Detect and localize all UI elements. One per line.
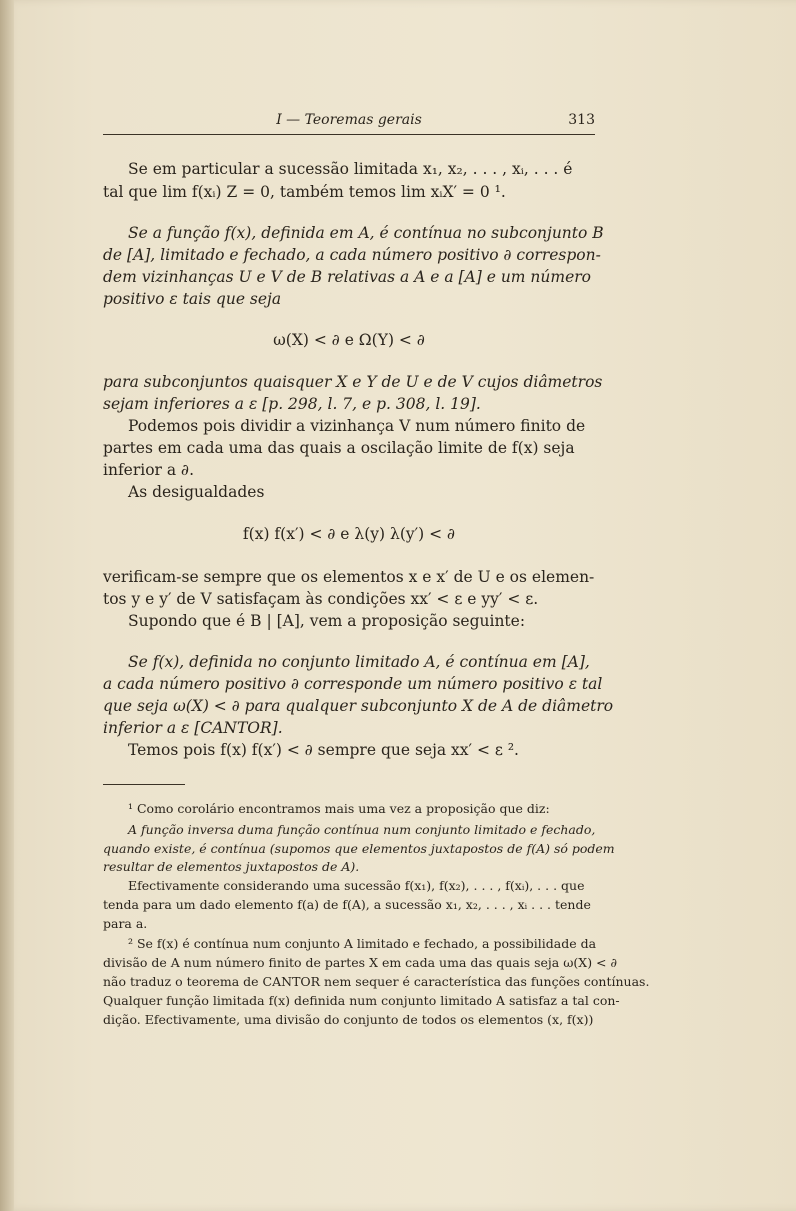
footnote-line: não traduz o teorema de CANTOR nem sequer é característica das funções contínuas. bbox=[103, 974, 650, 989]
body-line: Se em particular a sucessão limitada x₁, x₂, . . . , xᵢ, . . . é bbox=[128, 160, 573, 178]
footnote-line: resultar de elementos juxtapostos de A). bbox=[103, 859, 360, 874]
running-header bbox=[103, 112, 595, 135]
theorem-line: de [A], limitado e fechado, a cada número positivo ∂ correspon- bbox=[103, 246, 601, 264]
footnote-line: tenda para um dado elemento f(a) de f(A), a sucessão x₁, x₂, . . . , xᵢ . . . tende bbox=[103, 897, 591, 912]
theorem-line: inferior a ε [CANTOR]. bbox=[103, 719, 283, 737]
display-formula: ω(X) < ∂ e Ω(Y) < ∂ bbox=[273, 331, 425, 349]
body-line: Temos pois f(x) f(x′) < ∂ sempre que seja xx′ < ε ². bbox=[128, 741, 519, 759]
body-line: tal que lim f(xᵢ) Z = 0, também temos lim xᵢX′ = 0 ¹. bbox=[103, 183, 506, 201]
footnote-separator bbox=[103, 784, 185, 785]
body-line: verificam-se sempre que os elementos x e x′ de U e os elemen- bbox=[103, 568, 595, 586]
body-line: Podemos pois dividir a vizinhança V num número finito de bbox=[128, 417, 586, 435]
theorem-line: que seja ω(X) < ∂ para qualquer subconjunto X de A de diâmetro bbox=[103, 697, 614, 715]
footnote-line: quando existe, é contínua (supomos que elementos juxtapostos de f(A) só podem bbox=[103, 841, 615, 856]
footnote-line: A função inversa duma função contínua num conjunto limitado e fechado, bbox=[128, 822, 596, 837]
page-spine-shadow bbox=[0, 0, 14, 1211]
display-formula: f(x) f(x′) < ∂ e λ(y) λ(y′) < ∂ bbox=[242, 525, 456, 543]
theorem-line: para subconjuntos quaisquer X e Y de U e de V cujos diâmetros bbox=[103, 373, 603, 391]
footnote-line: divisão de A num número finito de partes X em cada uma das quais seja ω(X) < ∂ bbox=[103, 955, 617, 970]
theorem-line: Se a função f(x), definida em A, é contínua no subconjunto B bbox=[128, 224, 604, 242]
footnote-line: ² Se f(x) é contínua num conjunto A limitado e fechado, a possibilidade da bbox=[128, 936, 597, 951]
body-line: As desigualdades bbox=[128, 483, 265, 501]
theorem-line: a cada número positivo ∂ corresponde um número positivo ε tal bbox=[103, 675, 603, 693]
footnote-line: ¹ Como corolário encontramos mais uma vez a proposição que diz: bbox=[128, 801, 550, 816]
body-line: inferior a ∂. bbox=[103, 461, 194, 479]
theorem-line: Se f(x), definida no conjunto limitado A, é contínua em [A], bbox=[128, 653, 590, 671]
running-title: I — Teoremas gerais bbox=[276, 112, 422, 128]
theorem-line: sejam inferiores a ε [p. 298, l. 7, e p. 308, l. 19]. bbox=[103, 395, 481, 413]
footnote-line: Qualquer função limitada f(x) definida num conjunto limitado A satisfaz a tal con- bbox=[103, 993, 620, 1008]
theorem-line: positivo ε tais que seja bbox=[103, 290, 282, 308]
footnote-line: dição. Efectivamente, uma divisão do conjunto de todos os elementos (x, f(x)) bbox=[103, 1012, 594, 1027]
footnote-line: para a. bbox=[103, 916, 148, 931]
body-line: partes em cada uma das quais a oscilação limite de f(x) seja bbox=[103, 439, 575, 457]
theorem-line: dem vizinhanças U e V de B relativas a A e a [A] e um número bbox=[103, 268, 592, 286]
body-line: tos y e y′ de V satisfaçam às condições xx′ < ε e yy′ < ε. bbox=[103, 590, 539, 608]
page-number: 313 bbox=[568, 112, 595, 128]
body-line: Supondo que é B | [A], vem a proposição seguinte: bbox=[128, 612, 526, 630]
footnote-line: Efectivamente considerando uma sucessão f(x₁), f(x₂), . . . , f(xᵢ), . . . que bbox=[128, 878, 585, 893]
